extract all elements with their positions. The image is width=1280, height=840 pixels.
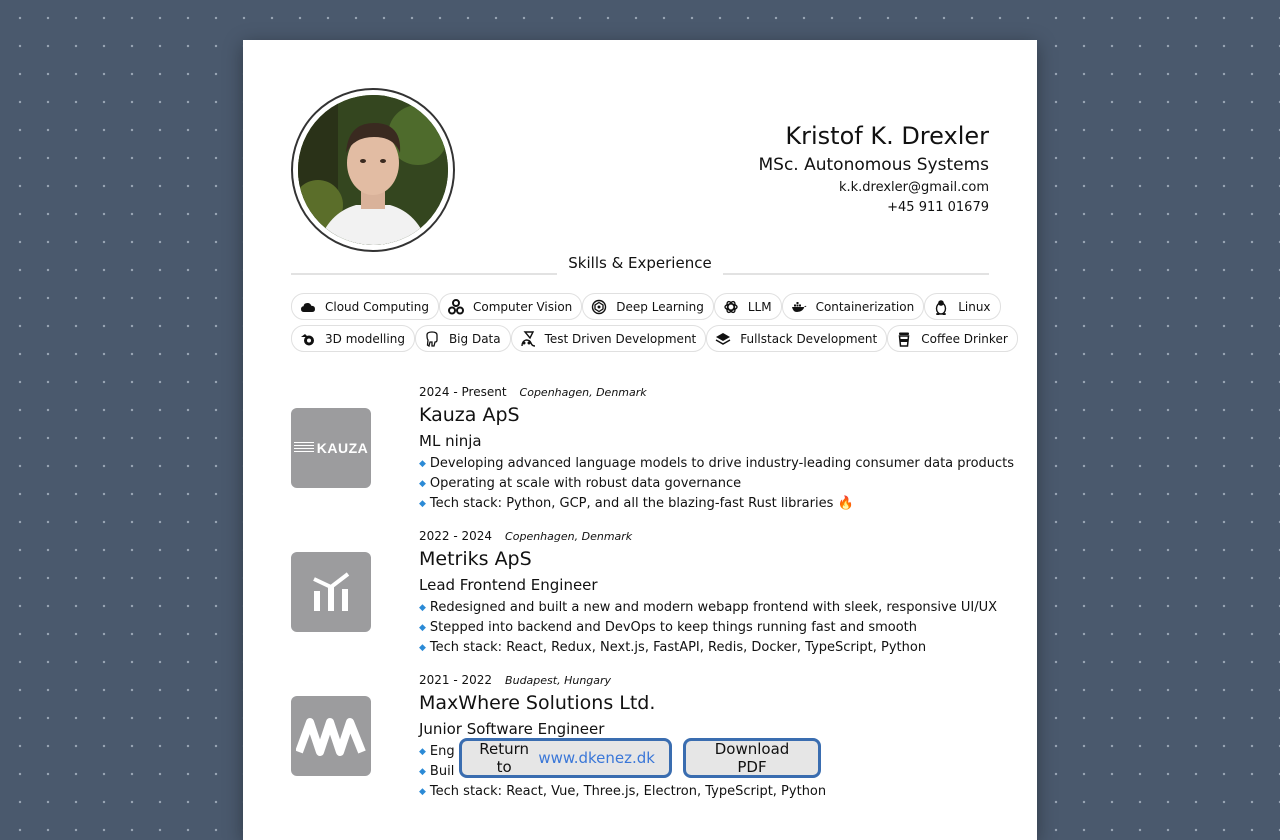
section-title	[291, 252, 989, 276]
job-bullet: ◆ Tech stack: React, Vue, Three.js, Electron, TypeScript, Python	[419, 784, 827, 799]
metriks-logo-icon	[311, 571, 351, 613]
skill-pill	[439, 293, 582, 320]
job-location: Copenhagen, Denmark	[519, 386, 647, 399]
company-logo-text: KAUZA	[316, 440, 369, 456]
download-pdf-button[interactable]	[683, 738, 821, 778]
skills-row	[291, 325, 1008, 352]
header-info	[758, 120, 989, 218]
network-icon	[591, 299, 607, 315]
job-role: ML ninja	[419, 432, 482, 450]
company-name: Kauza ApS	[419, 404, 520, 426]
job-location: Budapest, Hungary	[505, 674, 612, 687]
return-to-site-button[interactable]	[459, 738, 672, 778]
skill-pill	[782, 293, 925, 320]
skill-label: Deep Learning	[616, 299, 704, 314]
company-name: Metriks ApS	[419, 548, 532, 570]
docker-icon	[791, 299, 807, 315]
skill-pill	[291, 293, 439, 320]
skill-label: Linux	[958, 299, 991, 314]
job-bullet: ◆ Developing advanced language models to drive industry-leading consumer data products	[419, 456, 1015, 471]
blender-icon	[300, 331, 316, 347]
job-bullet: ◆ Buil	[419, 762, 989, 782]
experience-item	[291, 528, 998, 658]
job-meta	[419, 672, 989, 689]
company-name: MaxWhere Solutions Ltd.	[419, 692, 656, 714]
job-bullet: ◆ Tech stack: Python, GCP, and all the blazing-fast Rust libraries 🔥	[419, 496, 854, 511]
job-period: 2024 - Present	[419, 385, 507, 399]
skill-label: 3D modelling	[325, 331, 405, 346]
vision-icon	[448, 299, 464, 315]
return-button-label: Return to	[479, 740, 530, 776]
skill-label: Test Driven Development	[544, 331, 697, 346]
skill-pill	[415, 325, 511, 352]
skills-row	[291, 293, 989, 320]
profile-degree: MSc. Autonomous Systems	[758, 155, 989, 175]
skill-pill	[511, 325, 707, 352]
penguin-icon	[933, 299, 949, 315]
return-link[interactable]: www.dkenez.dk	[538, 749, 655, 767]
jest-icon	[520, 331, 536, 347]
experience-item	[291, 672, 989, 802]
maxwhere-logo-icon	[296, 716, 366, 756]
section-title-text: Skills & Experience	[568, 254, 712, 272]
skill-label: Computer Vision	[473, 299, 573, 314]
job-bullet: ◆ Redesigned and built a new and modern webapp frontend with sleek, responsive UI/UX	[419, 600, 998, 615]
download-button-label: Download PDF	[714, 740, 790, 776]
job-period: 2022 - 2024	[419, 529, 493, 543]
skill-pill	[291, 325, 415, 352]
profile-phone: +45 911 01679	[887, 200, 989, 215]
job-role: Lead Frontend Engineer	[419, 576, 598, 594]
job-bullet: ◆ Operating at scale with robust data governance	[419, 476, 742, 491]
job-meta	[419, 528, 989, 545]
job-bullet: ◆ Tech stack: React, Redux, Next.js, FastAPI, Redis, Docker, TypeScript, Python	[419, 640, 927, 655]
coffee-cup-icon	[896, 331, 912, 347]
experience-item	[291, 384, 1015, 514]
skill-label: LLM	[747, 299, 772, 314]
job-meta	[419, 384, 989, 401]
company-logo	[291, 408, 371, 488]
job-bullet: ◆ Stepped into backend and DevOps to keep things running fast and smooth	[419, 620, 918, 635]
openai-icon	[723, 299, 739, 315]
company-logo	[291, 696, 371, 776]
skill-pill	[714, 293, 782, 320]
skills	[291, 293, 1008, 357]
resume-page	[243, 40, 1037, 840]
elephant-icon	[424, 331, 440, 347]
company-logo	[291, 552, 371, 632]
profile-name: Kristof K. Drexler	[785, 122, 989, 150]
cloud-icon	[300, 299, 316, 315]
skill-label: Cloud Computing	[325, 299, 429, 314]
profile-photo	[291, 88, 455, 252]
skill-pill	[706, 325, 887, 352]
skill-label: Containerization	[815, 299, 915, 314]
skill-label: Big Data	[448, 331, 501, 346]
skill-pill	[887, 325, 1018, 352]
skill-label: Coffee Drinker	[921, 331, 1008, 346]
job-bullet: ◆ Eng	[419, 742, 989, 762]
skill-label: Fullstack Development	[740, 331, 878, 346]
profile-email: k.k.drexler@gmail.com	[838, 180, 989, 195]
skill-pill	[582, 293, 714, 320]
job-role: Junior Software Engineer	[419, 720, 605, 738]
job-location: Copenhagen, Denmark	[505, 530, 633, 543]
job-period: 2021 - 2022	[419, 673, 493, 687]
skill-pill	[924, 293, 1000, 320]
stack-icon	[715, 331, 731, 347]
